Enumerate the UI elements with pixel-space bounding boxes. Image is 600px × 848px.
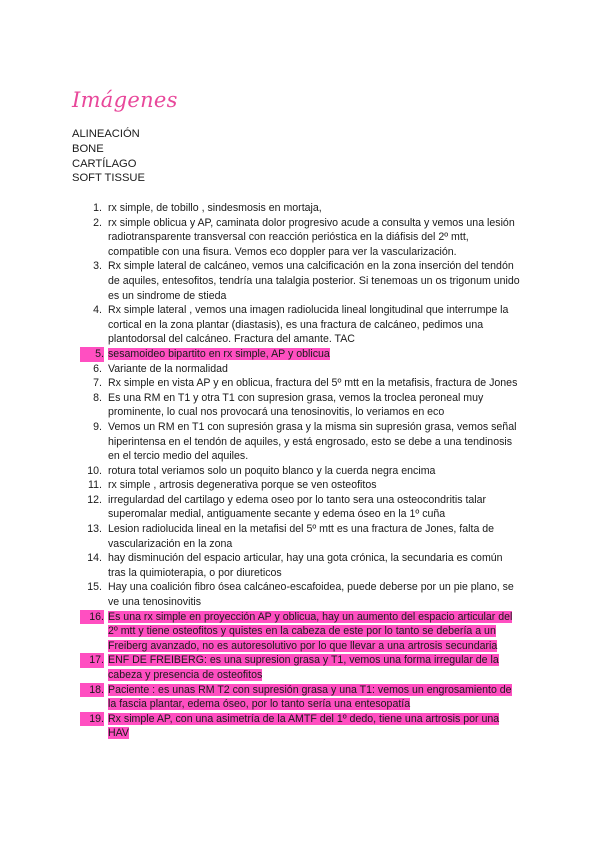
list-item [88,478,520,493]
list-item [93,303,520,347]
item-text: rx simple oblicua y AP, caminata dolor progresivo acude a consulta y vemos una lesión radiotransparente transversal con reacción perióstica en la diáfisis del 2º mtt, compatible con una fisura. Vemos eco doppler para ver la vascularización. [108,216,515,258]
item-text: Rx simple AP, con una asimetría de la AMTF del 1º dedo, tiene una artrosis por una HAV [108,712,500,740]
list-item [87,551,520,580]
item-text: Rx simple en vista AP y en oblicua, fractura del 5º mtt en la metafisis, fractura de Jones [108,377,518,390]
list-item [87,522,520,551]
heading-soft-tissue: SOFT TISSUE [72,172,145,185]
item-number: 13. [87,523,102,536]
list-item [87,580,520,609]
item-number: 6. [93,362,102,375]
item-number: 18. [80,683,104,698]
item-text: Rx simple lateral , vemos una imagen radiolucida lineal longitudinal que interrumpe la cortical en la zona plantar (diastasis), es una fractura de calcáneo, pedimos una plantodorsal del calcáneo. Fractura del amante. TAC [108,304,509,346]
item-text: sesamoideo bipartito en rx simple, AP y oblicua [108,347,330,360]
item-text: Vemos un RM en T1 con supresión grasa y la misma sin supresión grasa, vemos señal hiperintensa en el tendón de aquiles, y está engrosado, esto se debe a una tendinosis en el tercio medio del aquiles. [108,420,517,463]
list-item [89,712,520,741]
item-number: 9. [93,420,102,433]
case-list [87,201,520,741]
list-item [93,362,520,377]
item-number: 14. [87,552,102,565]
item-text: rx simple, de tobillo , sindesmosis en mortaja, [108,202,322,214]
item-number: 17. [80,653,104,668]
item-text: Es una rx simple en proyección AP y oblicua, hay un aumento del espacio articular del 2º mtt y tiene osteofitos y quistes en la cabeza de este por lo tanto se debería a un Freiberg avanzado, no es autoresolutivo por lo que llevar a una artrosis secundaria [108,610,513,652]
item-number: 11. [88,479,102,492]
item-number: 5. [80,347,104,362]
item-text: rotura total veriamos solo un poquito blanco y la cuerda negra encima [108,464,436,477]
list-item [87,493,520,522]
item-text: Hay una coalición fibro ósea calcáneo-escafoidea, puede deberse por un pie plano, se ve una tenosinovitis [108,581,514,609]
item-number: 12. [87,493,102,506]
item-number: 3. [93,260,102,273]
list-item [89,683,520,712]
list-item [93,216,520,260]
item-text: Es una RM en T1 y otra T1 con supresion grasa, vemos la troclea peroneal muy prominente, lo cual nos provocará una tenosinovitis, lo veriamos en eco [108,391,484,419]
item-text: Rx simple lateral de calcáneo, vemos una calcificación en la zona inserción del tendón de aquiles, entesofitos, tendría una talalgia posterior. Si tenemoas un os trigonum unido es un sindrome de stieda [108,260,520,302]
list-item [89,610,520,654]
item-text: ENF DE FREIBERG: es una supresion grasa y T1, vemos una forma irregular de la cabeza y presencia de osteofitos [108,654,499,681]
heading-cartilago: CARTÍLAGO [72,157,137,170]
item-text: Variante de la normalidad [108,362,228,375]
heading-alineacion: ALINEACIÓN [72,128,140,140]
item-number: 1. [93,202,102,214]
list-item [93,376,520,391]
item-text: irregulardad del cartilago y edema oseo por lo tanto sera una osteocondritis talar superomalar medial, antiguamente secante y edema óseo en la 1º cuña [108,493,487,521]
item-number: 4. [93,304,102,317]
item-number: 2. [93,216,102,229]
list-item [93,259,520,303]
item-number: 7. [93,377,102,390]
item-number: 15. [87,581,102,594]
list-item [93,201,520,216]
item-text: Paciente : es unas RM T2 con supresión grasa y una T1: vemos un engrosamiento de la fascia plantar, edema óseo, por lo tanto sería una entesopatía [108,683,512,711]
list-item [87,464,520,479]
item-text: rx simple , artrosis degenerativa porque se ven osteofitos [108,479,377,492]
list-item [95,347,520,362]
item-text: Lesion radiolucida lineal en la metafisi del 5º mtt es una fractura de Jones, falta de vascularización en la zona [108,523,495,550]
list-item [93,420,520,464]
page-title: Imágenes [72,88,178,112]
item-number: 10. [87,464,102,477]
item-number: 8. [93,391,102,404]
list-item [89,653,520,682]
item-text: hay disminución del espacio articular, hay una gota crónica, la secundaria es común tras la quimioterapia, o por diureticos [108,552,503,579]
item-number: 16. [80,610,104,625]
item-number: 19. [80,712,104,727]
list-item [93,391,520,420]
heading-bone: BONE [72,142,104,155]
section-headings [72,127,145,186]
